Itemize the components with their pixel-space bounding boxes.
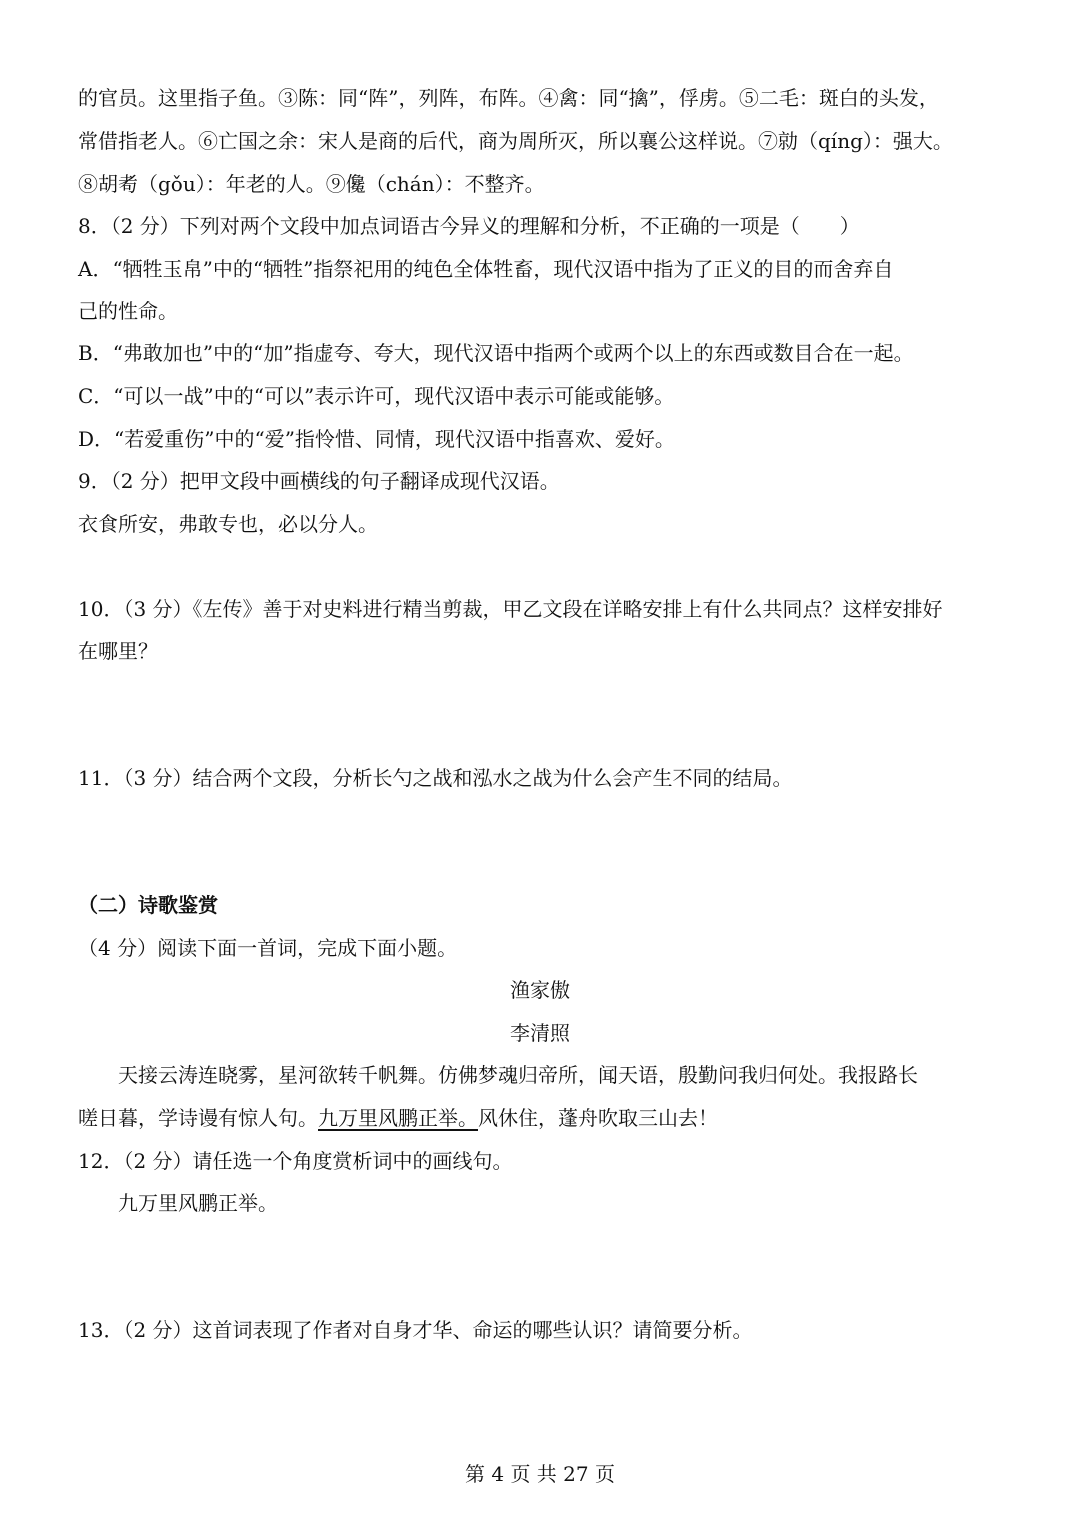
section-heading: （二）诗歌鉴赏 xyxy=(78,893,218,917)
q9-stem: 9．（2 分）把甲文段中画横线的句子翻译成现代汉语。 xyxy=(78,469,560,493)
q8-option-a-line-2: 己的性命。 xyxy=(78,299,178,323)
q12-stem: 12．（2 分）请任选一个角度赏析词中的画线句。 xyxy=(78,1149,513,1173)
q12-quote: 九万里风鹏正举。 xyxy=(78,1191,278,1215)
section-intro: （4 分）阅读下面一首词，完成下面小题。 xyxy=(78,936,458,960)
poem-line-1: 天接云涛连晓雾，星河欲转千帆舞。仿佛梦魂归帝所，闻天语，殷勤问我归何处。我报路长 xyxy=(78,1063,918,1087)
q8-option-d: D．“若爱重伤”中的“爱”指怜惜、同情，现代汉语中指喜欢、爱好。 xyxy=(78,427,675,451)
q8-option-a-line-1: A．“牺牲玉帛”中的“牺牲”指祭祀用的纯色全体牲畜，现代汉语中指为了正义的目的而舍弃自 xyxy=(78,257,894,281)
poem-underlined-line: 九万里风鹏正举。 xyxy=(318,1106,478,1130)
poem-title: 渔家傲 xyxy=(510,978,570,1002)
poem-line-2-start: 嗟日暮，学诗谩有惊人句。 xyxy=(78,1106,318,1130)
notes-line-1: 的官员。这里指子鱼。③陈：同“阵”，列阵，布阵。④禽：同“擒”，俘虏。⑤二毛：斑白的头发， xyxy=(78,86,939,110)
poem-author: 李清照 xyxy=(510,1021,570,1045)
q10-line-1: 10．（3 分）《左传》善于对史料进行精当剪裁，甲乙文段在详略安排上有什么共同点？这样安排好 xyxy=(78,597,943,621)
q13-stem: 13．（2 分）这首词表现了作者对自身才华、命运的哪些认识？请简要分析。 xyxy=(78,1318,753,1342)
page-footer: 第 4 页 共 27 页 xyxy=(465,1462,615,1486)
notes-line-2: 常借指老人。⑥亡国之余：宋人是商的后代，商为周所灭，所以襄公这样说。⑦勍（qíng）：强大。 xyxy=(78,129,953,153)
q8-option-b: B．“弗敢加也”中的“加”指虚夸、夸大，现代汉语中指两个或两个以上的东西或数目合在一起。 xyxy=(78,341,914,365)
q8-option-c: C．“可以一战”中的“可以”表示许可，现代汉语中表示可能或能够。 xyxy=(78,384,675,408)
poem-line-2 xyxy=(78,1104,718,1132)
q8-stem: 8．（2 分）下列对两个文段中加点词语古今异义的理解和分析，不正确的一项是（ ） xyxy=(78,214,860,238)
q9-sentence: 衣食所安，弗敢专也，必以分人。 xyxy=(78,512,378,536)
notes-line-3: ⑧胡耇（gǒu）：年老的人。⑨儳（chán）：不整齐。 xyxy=(78,172,545,196)
q11-stem: 11．（3 分）结合两个文段，分析长勺之战和泓水之战为什么会产生不同的结局。 xyxy=(78,766,793,790)
poem-line-2-end: 风休住，蓬舟吹取三山去！ xyxy=(478,1106,718,1130)
q10-line-2: 在哪里？ xyxy=(78,639,158,663)
